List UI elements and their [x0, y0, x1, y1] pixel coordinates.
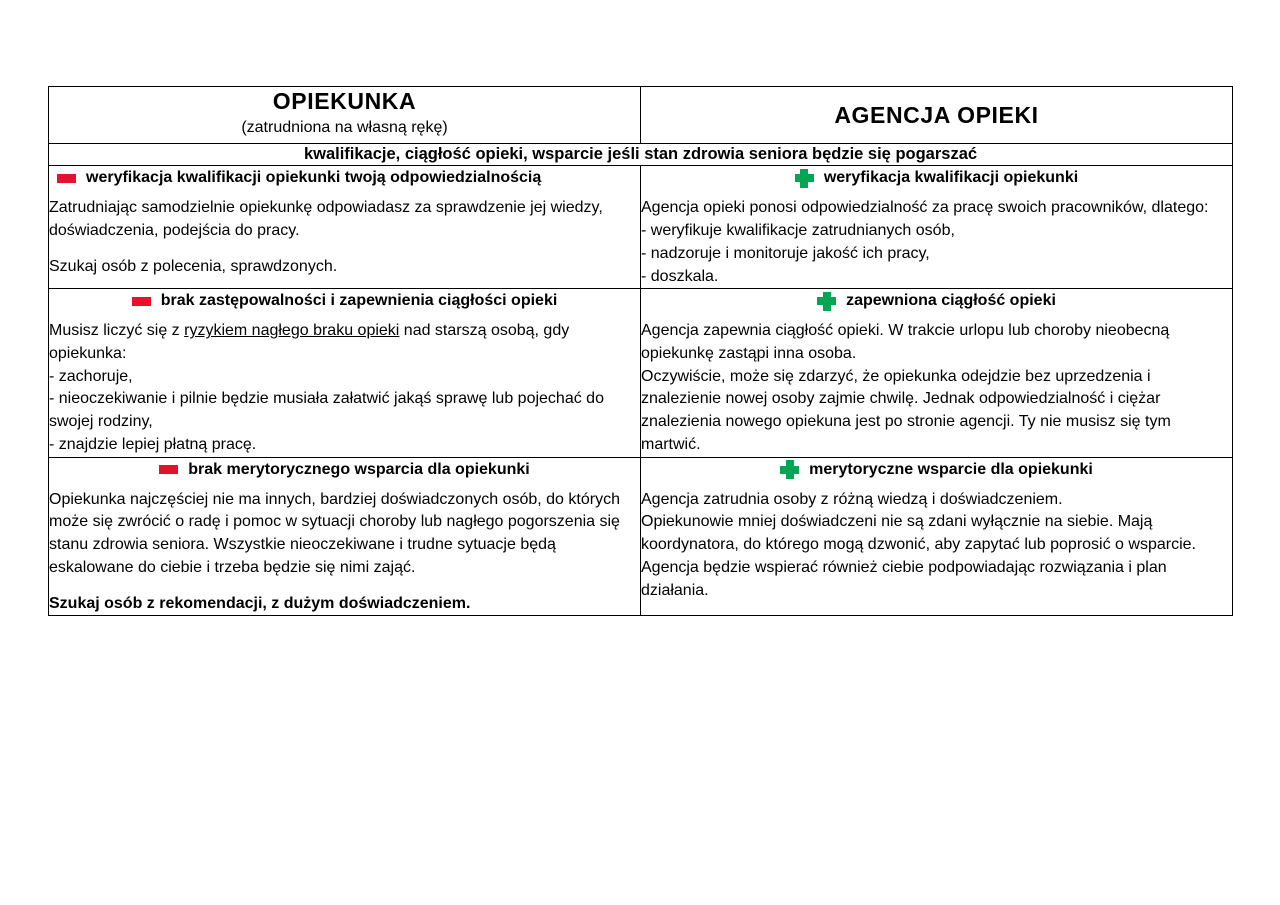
row-1-right-list: [641, 197, 1232, 288]
row-3-right-heading-text: merytoryczne wsparcie dla opiekunki: [809, 460, 1093, 478]
row-3-left-paragraph-1: Opiekunka najczęściej nie ma innych, bardziej doświadczonych osób, do których może się zwrócić o radę i pomoc w sytuacji choroby lub nagłego pogorszenia się stanu zdrowia seniora. Wszystkie nieoczekiwane i trudne sytuacje będą eskalowane do ciebie i trzeba będzie się nimi zająć.: [49, 490, 620, 576]
row-3-left-cell: [49, 457, 641, 616]
row-1-left-paragraph-2: Szukaj osób z polecenia, sprawdzonych.: [49, 257, 338, 275]
row-2-left-line-1: - zachoruje,: [49, 367, 133, 385]
comparison-table-container: [48, 86, 1232, 616]
row-1-left-paragraph-1: Zatrudniając samodzielnie opiekunkę odpowiadasz za sprawdzenie jej wiedzy, doświadczenia, podejścia do pracy.: [49, 199, 603, 240]
banner-text: kwalifikacje, ciągłość opieki, wsparcie jeśli stan zdrowia seniora będzie się pogarszać: [303, 145, 978, 163]
row-1-left-heading: [49, 168, 640, 188]
row-2-right-paragraph-1: Agencja zapewnia ciągłość opieki. W trakcie urlopu lub choroby nieobecną opiekunkę zastąpi inna osoba.: [641, 322, 1170, 363]
table-row: [49, 457, 1233, 616]
row-1-right-line-4: - doszkala.: [641, 267, 719, 285]
row-2-left-p1-part-b: nad starszą osobą, gdy opiekunka:: [49, 322, 570, 363]
row-2-left-heading-text: brak zastępowalności i zapewnienia ciągłości opieki: [160, 292, 558, 310]
plus-icon: [817, 292, 836, 311]
table-header-row: [49, 87, 1233, 144]
row-2-left-cell: [49, 289, 641, 457]
row-2-left-line-3: - znajdzie lepiej płatną pracę.: [49, 435, 257, 453]
table-row: [49, 166, 1233, 289]
row-1-right-line-3: - nadzoruje i monitoruje jakość ich pracy,: [641, 244, 930, 262]
table-row: [49, 289, 1233, 457]
row-1-left-cell: [49, 166, 641, 289]
plus-icon: [795, 169, 814, 188]
row-2-left-heading: [49, 291, 640, 311]
row-1-right-line-1: Agencja opieki ponosi odpowiedzialność za pracę swoich pracowników, dlatego:: [641, 199, 1209, 217]
row-3-right-cell: [641, 457, 1233, 616]
row-2-left-paragraph-1: [49, 320, 640, 365]
minus-icon: [57, 174, 76, 183]
row-2-right-cell: [641, 289, 1233, 457]
row-2-left-line-2: - nieoczekiwanie i pilnie będzie musiała załatwić jakąś sprawę lub pojechać do swojej rodziny,: [49, 390, 604, 431]
row-3-left-heading: [49, 460, 640, 480]
table-banner-row: [49, 144, 1233, 166]
row-1-right-heading: [641, 168, 1232, 188]
row-3-right-paragraph-1: Agencja zatrudnia osoby z różną wiedzą i doświadczeniem.: [641, 490, 1063, 508]
row-2-right-body: [641, 320, 1232, 456]
minus-icon: [132, 297, 151, 306]
row-3-right-paragraph-2: Opiekunowie mniej doświadczeni nie są zdani wyłącznie na siebie. Mają koordynatora, do którego mogą dzwonić, aby zapytać lub poprosić o wsparcie.: [641, 513, 1196, 554]
row-3-left-paragraph-2: Szukaj osób z rekomendacji, z dużym doświadczeniem.: [49, 594, 471, 612]
row-2-left-p1-part-a: Musisz liczyć się z: [49, 322, 185, 340]
header-cell-caregiver: [49, 87, 641, 144]
plus-icon: [780, 460, 799, 479]
row-3-left-heading-text: brak merytorycznego wsparcia dla opiekunki: [188, 460, 530, 478]
row-3-right-heading: [641, 460, 1232, 480]
row-1-right-cell: [641, 166, 1233, 289]
row-1-right-line-2: - weryfikuje kwalifikacje zatrudnianych osób,: [641, 222, 955, 240]
row-2-right-heading: [641, 291, 1232, 311]
row-2-right-paragraph-2: Oczywiście, może się zdarzyć, że opiekunka odejdzie bez uprzedzenia i znalezienie nowej osoby zajmie chwilę. Jednak odpowiedzialność i ciężar znalezienia nowego opiekuna jest po stronie agencji. Ty nie musisz się tym martwić.: [641, 367, 1171, 453]
header-cell-agency: [641, 87, 1233, 144]
row-2-right-heading-text: zapewniona ciągłość opieki: [846, 292, 1056, 310]
header-title-caregiver: OPIEKUNKA: [272, 88, 417, 114]
row-2-left-p1-underlined: ryzykiem nagłego braku opieki: [184, 322, 400, 340]
minus-icon: [159, 465, 178, 474]
comparison-table: [48, 86, 1233, 616]
banner-cell: [49, 144, 1233, 166]
row-2-left-body: [49, 320, 640, 456]
header-title-agency: AGENCJA OPIEKI: [834, 101, 1039, 128]
header-subtitle-caregiver: (zatrudniona na własną rękę): [241, 118, 448, 136]
row-1-right-heading-text: weryfikacja kwalifikacji opiekunki: [823, 169, 1079, 187]
row-3-right-body: [641, 489, 1232, 603]
row-3-right-paragraph-3: Agencja będzie wspierać również ciebie podpowiadając rozwiązania i plan działania.: [641, 558, 1167, 599]
row-1-left-heading-text: weryfikacja kwalifikacji opiekunki twoją odpowiedzialnością: [86, 169, 542, 187]
